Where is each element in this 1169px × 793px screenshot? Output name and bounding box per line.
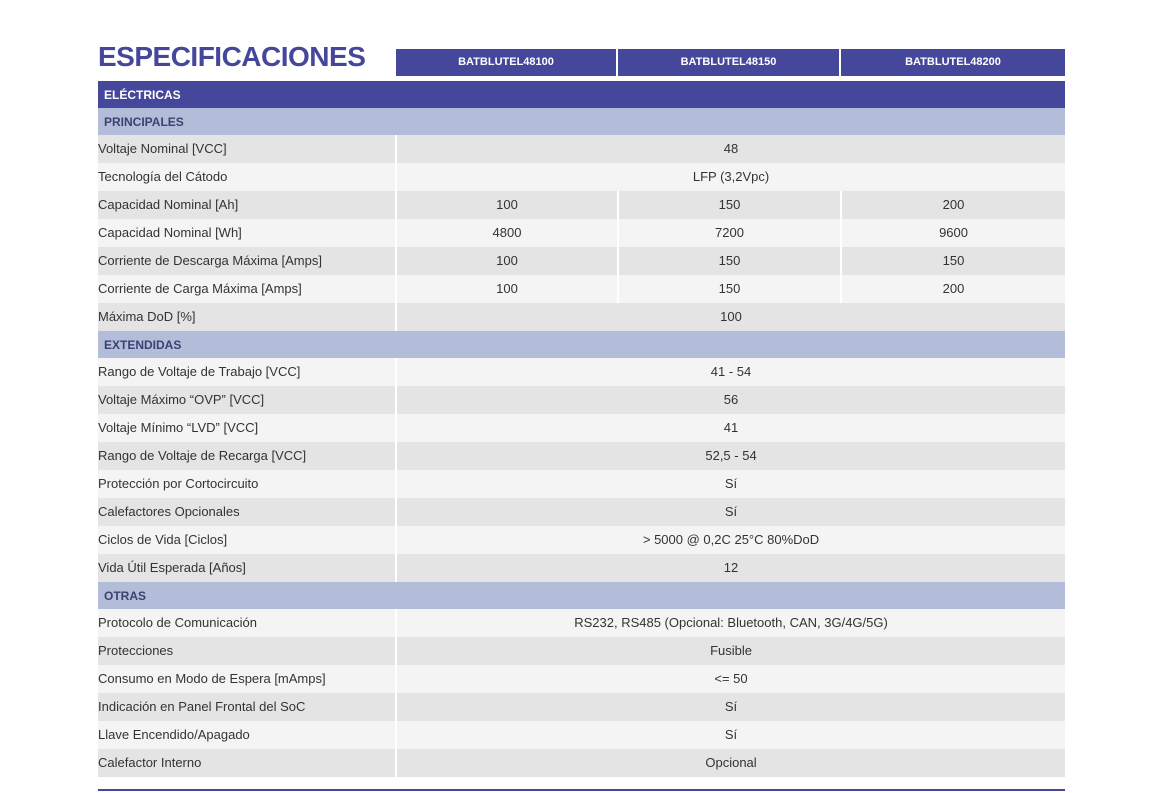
- spec-label: Calefactor Interno: [98, 749, 396, 777]
- spec-row: [98, 163, 1065, 191]
- spec-row: [98, 247, 1065, 275]
- spec-label: Rango de Voltaje de Recarga [VCC]: [98, 442, 396, 470]
- spec-row: [98, 665, 1065, 693]
- spec-label: Protocolo de Comunicación: [98, 609, 396, 637]
- spec-label: Llave Encendido/Apagado: [98, 721, 396, 749]
- section-title: ELÉCTRICAS: [98, 81, 1065, 108]
- spec-label: Voltaje Máximo “OVP” [VCC]: [98, 386, 396, 414]
- spec-table: [98, 81, 1065, 777]
- spec-value: Fusible: [396, 637, 1065, 665]
- spec-value: Sí: [396, 470, 1065, 498]
- spec-value: 200: [841, 275, 1065, 303]
- spec-value: LFP (3,2Vpc): [396, 163, 1065, 191]
- spec-value: 100: [396, 303, 1065, 331]
- model-header-3: BATBLUTEL48200: [841, 49, 1065, 76]
- spec-value: 200: [841, 191, 1065, 219]
- spec-row: [98, 526, 1065, 554]
- spec-label: Calefactores Opcionales: [98, 498, 396, 526]
- spec-value: 41: [396, 414, 1065, 442]
- spec-row: [98, 470, 1065, 498]
- spec-value: 4800: [396, 219, 618, 247]
- spec-value: 41 - 54: [396, 358, 1065, 386]
- spec-value: Sí: [396, 498, 1065, 526]
- spec-label: Protecciones: [98, 637, 396, 665]
- spec-value: 12: [396, 554, 1065, 582]
- spec-row: [98, 386, 1065, 414]
- spec-row: [98, 219, 1065, 247]
- spec-row: [98, 554, 1065, 582]
- spec-value: RS232, RS485 (Opcional: Bluetooth, CAN, 3G/4G/5G): [396, 609, 1065, 637]
- page-title: ESPECIFICACIONES: [98, 41, 366, 72]
- header-row: [98, 40, 1065, 78]
- spec-label: Protección por Cortocircuito: [98, 470, 396, 498]
- section-title: OTRAS: [98, 582, 1065, 609]
- spec-row: [98, 358, 1065, 386]
- spec-value: Opcional: [396, 749, 1065, 777]
- spec-value: 48: [396, 135, 1065, 163]
- spec-label: Corriente de Descarga Máxima [Amps]: [98, 247, 396, 275]
- spec-label: Consumo en Modo de Espera [mAmps]: [98, 665, 396, 693]
- spec-value: Sí: [396, 721, 1065, 749]
- spec-label: Tecnología del Cátodo: [98, 163, 396, 191]
- spec-row: [98, 442, 1065, 470]
- section-header-extendidas: [98, 331, 1065, 358]
- spec-row: [98, 721, 1065, 749]
- spec-row: [98, 191, 1065, 219]
- section-header-electricas: [98, 81, 1065, 108]
- section-header-principales: [98, 108, 1065, 135]
- spec-label: Rango de Voltaje de Trabajo [VCC]: [98, 358, 396, 386]
- spec-row: [98, 135, 1065, 163]
- spec-label: Voltaje Mínimo “LVD” [VCC]: [98, 414, 396, 442]
- spec-label: Capacidad Nominal [Wh]: [98, 219, 396, 247]
- spec-value: 100: [396, 191, 618, 219]
- spec-value: 150: [841, 247, 1065, 275]
- spec-label: Indicación en Panel Frontal del SoC: [98, 693, 396, 721]
- spec-value: > 5000 @ 0,2C 25°C 80%DoD: [396, 526, 1065, 554]
- spec-label: Ciclos de Vida [Ciclos]: [98, 526, 396, 554]
- spec-value: 100: [396, 247, 618, 275]
- spec-value: Sí: [396, 693, 1065, 721]
- spec-row: [98, 749, 1065, 777]
- spec-sheet: [98, 40, 1065, 770]
- spec-table-body: [98, 81, 1065, 777]
- spec-row: [98, 414, 1065, 442]
- spec-value: 150: [618, 275, 841, 303]
- spec-label: Capacidad Nominal [Ah]: [98, 191, 396, 219]
- spec-value: 56: [396, 386, 1065, 414]
- spec-value: 52,5 - 54: [396, 442, 1065, 470]
- spec-value: 100: [396, 275, 618, 303]
- spec-value: 9600: [841, 219, 1065, 247]
- spec-label: Vida Útil Esperada [Años]: [98, 554, 396, 582]
- model-header-2: BATBLUTEL48150: [618, 49, 839, 76]
- spec-row: [98, 498, 1065, 526]
- spec-label: Máxima DoD [%]: [98, 303, 396, 331]
- bottom-divider: [98, 789, 1065, 791]
- spec-value: <= 50: [396, 665, 1065, 693]
- spec-row: [98, 303, 1065, 331]
- section-header-otras: [98, 582, 1065, 609]
- model-header-1: BATBLUTEL48100: [396, 49, 616, 76]
- section-title: EXTENDIDAS: [98, 331, 1065, 358]
- spec-row: [98, 693, 1065, 721]
- spec-row: [98, 609, 1065, 637]
- spec-value: 7200: [618, 219, 841, 247]
- spec-value: 150: [618, 247, 841, 275]
- spec-row: [98, 275, 1065, 303]
- spec-value: 150: [618, 191, 841, 219]
- spec-label: Corriente de Carga Máxima [Amps]: [98, 275, 396, 303]
- section-title: PRINCIPALES: [98, 108, 1065, 135]
- spec-row: [98, 637, 1065, 665]
- spec-label: Voltaje Nominal [VCC]: [98, 135, 396, 163]
